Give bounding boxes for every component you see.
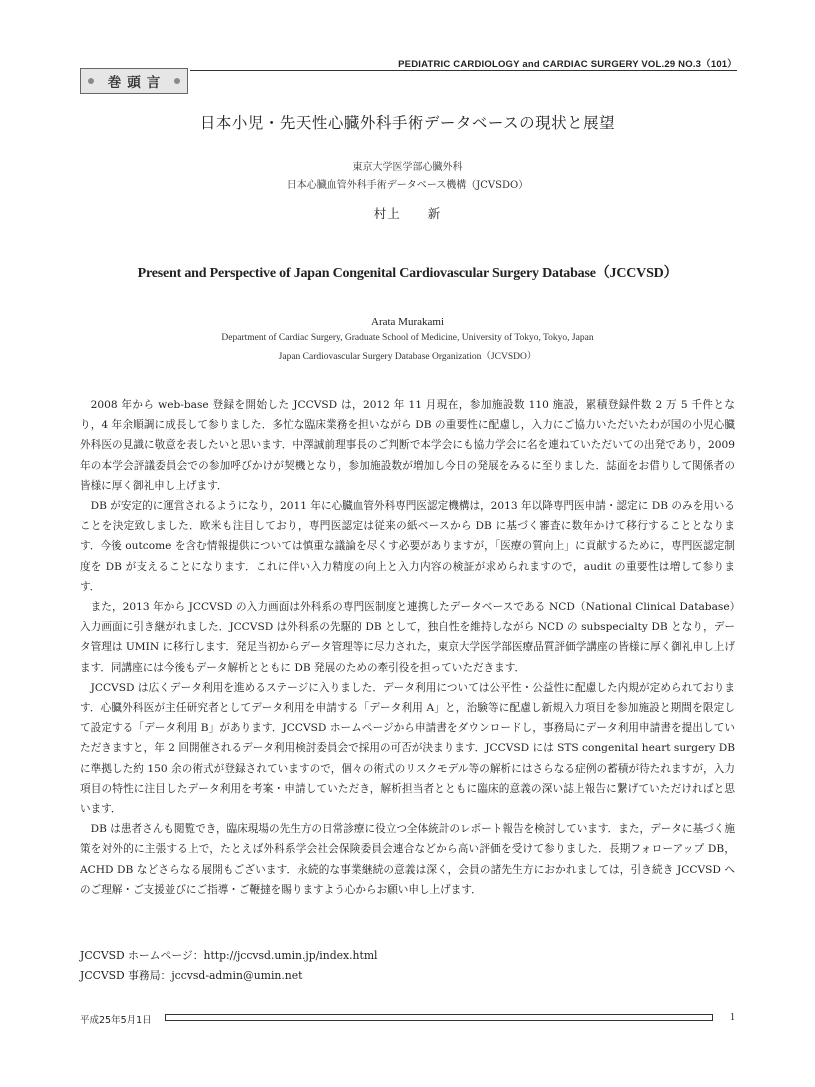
author-english: Arata Murakami (371, 316, 444, 328)
body-paragraph: 2008 年から web-base 登録を開始した JCCVSD は，2012 年 11 月現在，参加施設数 110 施設，累積登録件数 2 万 5 千件となり，4 年余順調に成長して参りました．多忙な臨床業務を担いながら DB の重要性に配慮し，入力にご協力いただいたわが国の小児心臓外科医の見識に敬意を表したいと思います．中澤誠前理事長のご判断で本学会にも協力学会に名を連ねていただいての出発であり，2009 年の本学会評議委員会での参加呼びかけが契機となり，参加施設数が増加し今日の発展をみるに至りました．誌面をお借りして関係者の皆様に厚く御礼申し上げます． (80, 399, 735, 492)
footer-bar (165, 1014, 713, 1021)
bullet-dot-icon (174, 78, 180, 84)
section-label (80, 68, 188, 94)
body-paragraph: DB は患者さんも閲覧でき，臨床現場の先生方の日常診療に役立つ全体統計のレポート報告を検討しています．また，データに基づく施策を対外的に主張する上で，たとえば外科系学会社会保険委員会連合などから高い評価を受けて参りました．長期フォローアップ DB，ACHD DB などさらなる展開もございます．永続的な事業継続の意義は深く，会員の諸先生方におかれましては，引き続き JCCVSD へのご理解・ご支援並びにご指導・ご鞭撻を賜りますよう心からお願い申し上げます． (80, 823, 735, 896)
contact-info (80, 946, 378, 986)
journal-header: PEDIATRIC CARDIOLOGY and CARDIAC SURGERY VOL.29 NO.3（101） (398, 59, 737, 70)
footer-date: 平成25年5月1日 (80, 1015, 152, 1026)
body-paragraph: DB が安定的に運営されるようになり，2011 年に心臓血管外科専門医認定機構は，2013 年以降専門医申請・認定に DB のみを用いることを決定致しました．欧米も注目しており，専門医認定は従来の紙ベースから DB に基づく審査に数年かけて移行することとなります．今後 outcome を含む情報提供については慎重な議論を尽くす必要がありますが，「医療の質向上」に貢献するために，専門医認定制度を DB が支えることになります．これに伴い入力精度の向上と入力内容の検証が求められますので，audit の重要性は増して参ります． (80, 500, 735, 593)
article-body (80, 395, 735, 900)
body-paragraph: また，2013 年から JCCVSD の入力画面は外科系の専門医制度と連携したデータベースである NCD（National Clinical Database）入力画面に引き継がれました．JCCVSD は外科系の先駆的 DB として，独自性を維持しながら NCD の subspecialty DB となり，データ管理は UMIN に移行します．発足当初からデータ管理等に尽力された，東京大学医学部医療品質評価学講座の皆様に厚く御礼申し上げます．同講座には今後もデータ解析とともに DB 発展のための牽引役を担っていただきます． (80, 601, 735, 674)
bullet-dot-icon (88, 78, 94, 84)
affiliation-english-2: Japan Cardiovascular Surgery Database Organization（JCVSDO） (278, 352, 537, 362)
section-label-text: 巻頭言 (107, 75, 167, 91)
author-japanese: 村上 新 (373, 206, 442, 221)
affiliation-japanese-1: 東京大学医学部心臓外科 (352, 162, 463, 173)
title-japanese: 日本小児・先天性心臓外科手術データベースの現状と展望 (199, 114, 616, 132)
affiliation-japanese-2: 日本心臓血管外科手術データベース機構（JCVSDO） (286, 180, 529, 191)
body-paragraph: JCCVSD は広くデータ利用を進めるステージに入りました．データ利用については公平性・公益性に配慮した内規が定められております．心臓外科医が主任研究者としてデータ利用を申請する「データ利用 A」と，治験等に配慮し新規入力項目を参加施設と期間を限定して設定する「データ利用 B」があります．JCCVSD ホームページから申請書をダウンロードし，事務局にデータ利用申請書を提出していただきますと，年 2 回開催されるデータ利用検討委員会で採用の可否が決まります．JCCVSD には STS congenital heart surgery DB に準拠した約 150 余の術式が登録されていますので，個々の術式のリスクモデル等の解析にはさらなる症例の蓄積が待たれますが，入力項目の特性に注目したデータ利用を考案・申請していただき，解析担当者とともに臨床的意義の深い誌上報告に繋げていただければと思います． (80, 681, 735, 816)
office-email[interactable]: JCCVSD 事務局：jccvsd-admin@umin.net (80, 969, 303, 982)
header-rule (190, 70, 737, 71)
page-number: 1 (730, 1012, 735, 1023)
homepage-link[interactable]: JCCVSD ホームページ：http://jccvsd.umin.jp/index.html (80, 949, 378, 962)
affiliation-english-1: Department of Cardiac Surgery, Graduate School of Medicine, University of Tokyo, Tokyo, Japan (221, 333, 594, 343)
title-english: Present and Perspective of Japan Congenital Cardiovascular Surgery Database（JCCVSD） (137, 266, 678, 281)
